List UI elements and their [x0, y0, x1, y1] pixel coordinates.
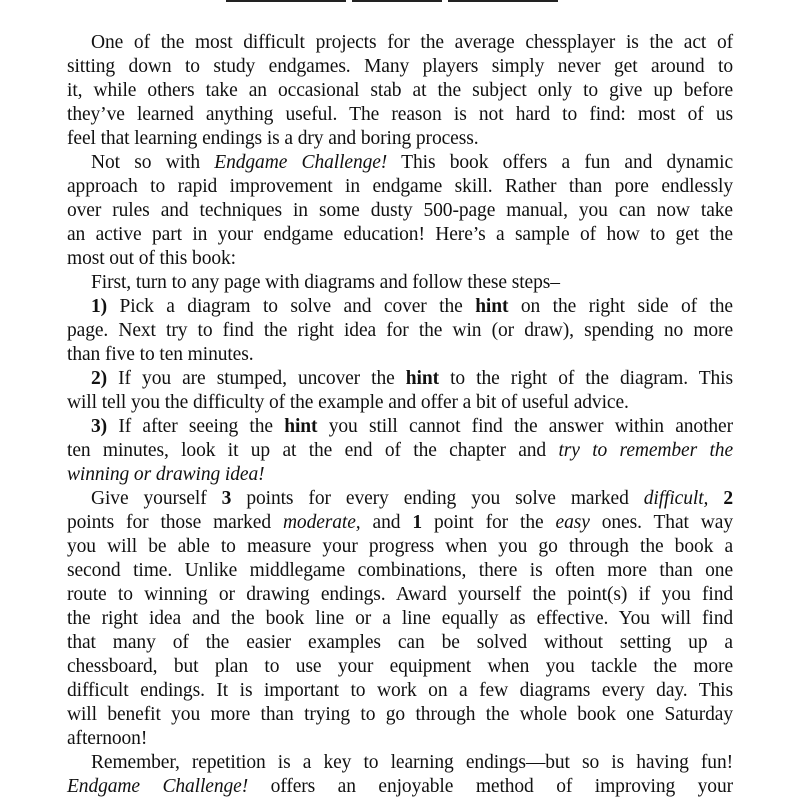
book-title: Endgame Challenge!	[214, 152, 388, 173]
hint-word: hint	[475, 296, 509, 317]
text-line: Endgame Challenge! offers an enjoyable method of improving your	[67, 776, 733, 797]
text-line: One of the most difficult projects for the average chessplayer is the act of	[91, 32, 733, 53]
text-line: over rules and techniques in some dusty 500-page manual, you can now take	[67, 200, 733, 221]
text-line: First, turn to any page with diagrams and follow these steps–	[91, 272, 560, 293]
text-line: Not so with Endgame Challenge! This book offers a fun and dynamic	[91, 152, 733, 173]
text-line: feel that learning endings is a dry and boring process.	[67, 128, 479, 149]
text-line: Remember, repetition is a key to learning endings—but so is having fun!	[91, 752, 733, 773]
step-3-line: 3) If after seeing the hint you still cannot find the answer within another	[91, 416, 733, 437]
text-line: they’ve learned anything useful. The reason is not hard to find: most of us	[67, 104, 733, 125]
text-line: that many of the easier examples can be solved without setting up a	[67, 632, 733, 653]
text-line: an active part in your endgame education! Here’s a sample of how to get the	[67, 224, 733, 245]
text-line: route to winning or drawing endings. Award yourself the point(s) if you find	[67, 584, 733, 605]
text-line: the right idea and the book line or a line equally as effective. You will find	[67, 608, 733, 629]
text-line: will tell you the difficulty of the example and offer a bit of useful advice.	[67, 392, 629, 413]
hint-word: hint	[405, 368, 439, 389]
text-line: second time. Unlike middlegame combinations, there is often more than one	[67, 560, 733, 581]
text-line: points for those marked moderate, and 1 point for the easy ones. That way	[67, 512, 733, 533]
text-line: Give yourself 3 points for every ending you solve marked difficult, 2	[91, 488, 733, 509]
text-line: most out of this book:	[67, 248, 236, 269]
text-line: approach to rapid improvement in endgame skill. Rather than pore endlessly	[67, 176, 733, 197]
text-line: you will be able to measure your progress when you go through the book a	[67, 536, 733, 557]
text-line: difficult endings. It is important to work on a few diagrams every day. This	[67, 680, 733, 701]
text-line: page. Next try to find the right idea for the win (or draw), spending no more	[67, 320, 733, 341]
text-line: will benefit you more than trying to go through the whole book one Saturday	[67, 704, 733, 725]
text-line: ten minutes, look it up at the end of the chapter and try to remember the	[67, 440, 733, 461]
step-1-line: 1) Pick a diagram to solve and cover the hint on the right side of the	[91, 296, 733, 317]
cropped-running-header	[226, 0, 566, 2]
step-2-line: 2) If you are stumped, uncover the hint to the right of the diagram. This	[91, 368, 733, 389]
text-line: chessboard, but plan to use your equipment when you tackle the more	[67, 656, 733, 677]
text-line: than five to ten minutes.	[67, 344, 254, 365]
text-line: sitting down to study endgames. Many players simply never get around to	[67, 56, 733, 77]
hint-word: hint	[284, 416, 318, 437]
text-line: it, while others take an occasional stab at the subject only to give up before	[67, 80, 733, 101]
text-line: afternoon!	[67, 728, 148, 749]
text-line: winning or drawing idea!	[67, 464, 265, 485]
